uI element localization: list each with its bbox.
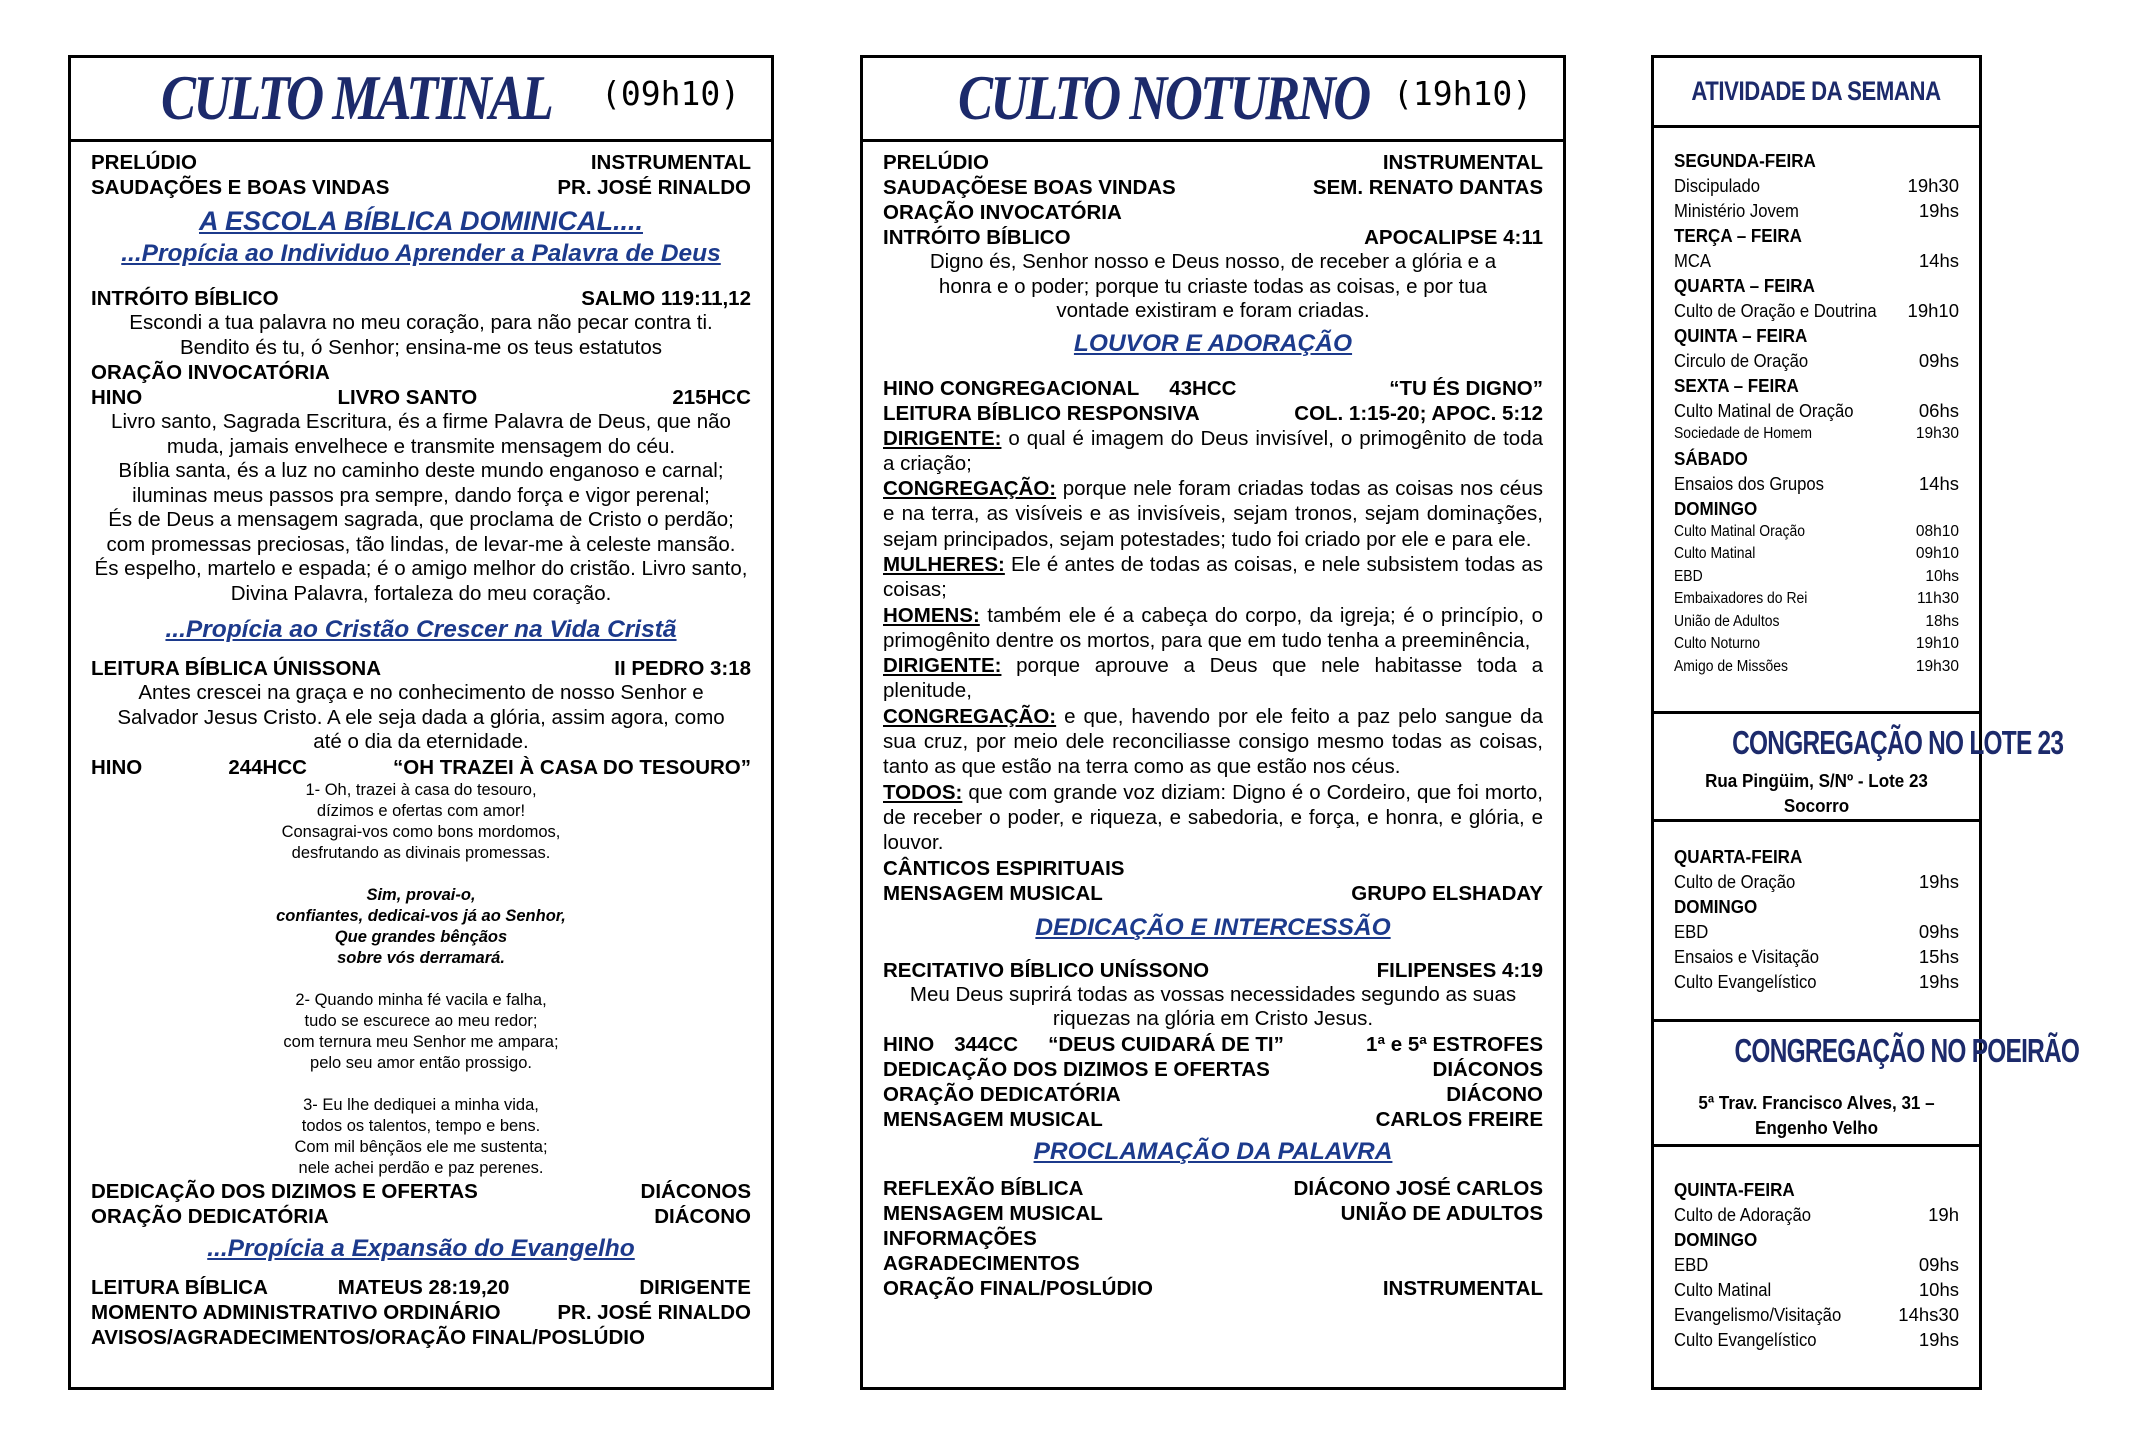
mensagem-label: MENSAGEM MUSICAL [883,1107,1103,1131]
dedicacao-label: DEDICAÇÃO DOS DIZIMOS E OFERTAS [91,1179,478,1203]
activity-name: Ensaios dos Grupos [1674,472,1824,494]
activity-name: Amigo de Missões [1674,657,1788,675]
hino-title: “OH TRAZEI À CASA DO TESOURO” [393,755,751,779]
activity-row [1674,944,1959,969]
activity-row [1674,1252,1959,1277]
preludio-row [883,150,1543,175]
text-line: com ternura meu Senhor me ampara; [283,1032,559,1051]
text-line: vontade existiram e foram criadas. [1056,299,1370,322]
momento-label: MOMENTO ADMINISTRATIVO ORDINÁRIO [91,1300,501,1324]
culto-matinal-header [71,58,771,142]
oracao-ded-value: DIÁCONO [1446,1082,1543,1106]
activity-name: Culto Matinal [1674,1279,1772,1300]
hymn-verse-2 [91,990,751,1074]
text-line: 2- Quando minha fé vacila e falha, [295,990,547,1009]
activity-time: 19h30 [1915,657,1959,675]
mensagem-label: MENSAGEM MUSICAL [883,1201,1103,1225]
text-line: desfrutando as divinais promessas. [291,843,551,862]
mensagem-value: CARLOS FREIRE [1375,1107,1543,1131]
activity-time: 14hs [1918,472,1959,494]
introito-row [91,286,751,311]
atividades-list [1654,128,1979,714]
activity-name: Culto Evangelístico [1674,1329,1817,1350]
speaker-label: MULHERES: [883,552,1005,576]
preludio-label: PRELÚDIO [883,151,989,174]
activity-time: 19h30 [1907,175,1959,196]
text-line: 1- Oh, trazei à casa do tesouro, [305,780,537,799]
responsive-reading [883,426,1543,856]
text-line: Salvador Jesus Cristo. A ele seja dada a glória, assim agora, como [117,705,725,729]
text-line: Escondi a tua palavra no meu coração, para não pecar contra ti. [129,311,713,334]
poeirao-schedule [1654,1147,1979,1352]
responsive-line [883,552,1543,603]
text-line: todos os talentos, tempo e bens. [301,1116,541,1135]
lote23-schedule [1654,822,1979,1022]
text-line: Bíblia santa, és a luz no caminho deste mundo enganoso e carnal; [118,459,724,482]
saudacoes-label: SAUDAÇÕES E BOAS VINDAS [91,176,390,199]
activity-row [1674,969,1959,994]
text-line: até o dia da eternidade. [313,730,529,753]
activity-name: Culto Matinal de Oração [1674,400,1854,421]
culto-noturno-time: (19h10) [1393,74,1533,113]
sub2-title: ...Propícia ao Cristão Crescer na Vida Cristã [165,616,677,643]
activity-time: 09hs [1918,1254,1959,1275]
leitura-label: LEITURA BÍBLICA ÚNISSONA [91,657,382,680]
day-label: DOMINGO [1674,497,1758,519]
day-label: DOMINGO [1674,896,1758,917]
speaker-text: e que, havendo por ele feito a paz pelo sangue da sua cruz, por meio dele reconciliasse consigo mesmo todas as coisas, tanto as que estão na terra como as que estão nos céus. [883,704,1543,779]
reflexao-value: DIÁCONO JOSÉ CARLOS [1293,1176,1543,1200]
hino-label: HINO CONGREGACIONAL [883,376,1140,400]
day-label: QUINTA-FEIRA [1674,1179,1795,1200]
speaker-text: Ele é antes de todas as coisas, e nele subsistem todas as coisas; [883,552,1543,602]
hino1-text [91,410,751,606]
activity-name: Discipulado [1674,175,1761,196]
recitativo-text [883,983,1543,1032]
introito-label: INTRÓITO BÍBLICO [91,287,279,310]
activity-name: EBD [1674,1254,1709,1275]
responsive-line [883,704,1543,780]
introito-text [883,250,1543,324]
activity-name: Sociedade de Homem [1674,425,1813,442]
speaker-label: DIRIGENTE: [883,426,1002,450]
saudacoes-value: SEM. RENATO DANTAS [1312,176,1543,199]
ebd-subtitle: ...Propícia ao Individuo Aprender a Palavra de Deus [121,240,721,267]
leitura-row [883,401,1543,426]
activity-row [1674,248,1959,273]
text-line: Que grandes bênçãos [334,927,508,946]
dedicacao-value: DIÁCONOS [1432,1057,1543,1081]
culto-noturno-header [863,58,1563,142]
poeirao-title: CONGREGAÇÃO NO POEIRÃO [1734,1032,2080,1069]
culto-noturno-panel [860,55,1566,1390]
activity-time: 15hs [1918,946,1959,967]
responsive-line [883,780,1543,856]
activity-row [1674,398,1959,423]
reflexao-label: REFLEXÃO BÍBLICA [883,1176,1084,1200]
culto-matinal-title: CULTO MATINAL [161,62,552,133]
activity-time: 14hs30 [1898,1304,1959,1325]
recitativo-ref: FILIPENSES 4:19 [1376,958,1543,982]
hino-number: 43HCC [1169,376,1237,400]
day-label: SEXTA – FEIRA [1674,375,1799,396]
lote23-address-line: Rua Pingüim, S/Nº - Lote 23 [1705,770,1928,791]
hino-label: HINO [91,386,143,409]
activity-time: 08h10 [1915,522,1959,540]
text-line: Sim, provai-o, [366,885,476,904]
day-label: QUARTA-FEIRA [1674,846,1803,867]
activity-row [1674,869,1959,894]
text-line: Livro santo, Sagrada Escritura, és a firme Palavra de Deus, que não [111,410,731,433]
activity-row [1674,348,1959,373]
leitura-row [91,656,751,681]
poeirao-address-line: Engenho Velho [1755,1117,1878,1138]
speaker-text: que com grande voz diziam: Digno é o Cordeiro, que foi morto, de receber o poder, e riqueza, e sabedoria, e força, e honra, e glória, e louvor. [883,780,1543,855]
mensagem-value: GRUPO ELSHADAY [1351,881,1543,905]
activity-row [1674,198,1959,223]
activity-time: 14hs [1918,250,1959,271]
introito-text [91,311,751,360]
lote23-address-line: Socorro [1783,795,1850,816]
agradecimentos: AGRADECIMENTOS [883,1251,1080,1275]
culto-matinal-panel [68,55,774,1390]
activity-row [1674,1302,1959,1327]
preludio-row [91,150,751,175]
activity-time: 19h30 [1915,425,1959,442]
text-line: Com mil bênçãos ele me sustenta; [294,1137,548,1156]
mensagem1-row [883,881,1543,906]
oracao-ded-label: ORAÇÃO DEDICATÓRIA [91,1204,329,1228]
hymn-verse-3 [91,1095,751,1179]
speaker-label: CONGREGAÇÃO: [883,477,1057,501]
oracao-dedicatoria-row [883,1082,1543,1107]
activity-time: 11h30 [1917,590,1959,607]
momento-row [91,1300,751,1325]
culto-matinal-time: (09h10) [601,74,741,113]
activity-name: Culto Matinal [1674,545,1756,562]
text-line: És de Deus a mensagem sagrada, que proclama de Cristo o perdão; [108,508,734,531]
informacoes: INFORMAÇÕES [883,1226,1037,1250]
mensagem2-row [883,1107,1543,1132]
speaker-label: HOMENS: [883,603,980,627]
responsive-line [883,426,1543,477]
recitativo-row [883,958,1543,983]
oracao-invocatoria: ORAÇÃO INVOCATÓRIA [883,201,1122,224]
hino-number: 244HCC [228,755,307,779]
activity-row [1674,566,1959,589]
activity-name: Culto de Oração [1674,871,1796,892]
speaker-text: também ele é a cabeça do corpo, da igreja; é o princípio, o primogênito dentre os mortos, para que em tudo tenha a preeminência, [883,603,1543,652]
day-label: SEGUNDA-FEIRA [1674,150,1816,171]
dedicacao-value: DIÁCONOS [640,1179,751,1203]
text-line: tudo se escurece ao meu redor; [304,1011,538,1030]
ebd-title: A ESCOLA BÍBLICA DOMINICAL.... [199,206,643,236]
activity-name: Culto de Oração e Doutrina [1674,300,1877,321]
hino-number: 344CC [954,1032,1019,1056]
proclamacao-section: PROCLAMAÇÃO DA PALAVRA [1033,1137,1393,1165]
activity-name: Ensaios e Visitação [1674,946,1820,967]
activity-name: Culto Matinal Oração [1674,522,1806,540]
dedicacao-row [91,1179,751,1204]
activity-row [1674,588,1959,611]
activity-row [1674,656,1959,679]
activity-time: 09hs [1918,350,1959,371]
final-label: ORAÇÃO FINAL/POSLÚDIO [883,1276,1153,1300]
speaker-text: porque aprouve a Deus que nele habitasse toda a plenitude, [883,654,1543,703]
hino1-row [91,385,751,410]
activity-time: 10hs [1925,567,1959,585]
activity-row [1674,298,1959,323]
leitura2-label: LEITURA BÍBLICA [91,1275,268,1299]
activity-time: 19h [1928,1204,1959,1225]
sub3-title: ...Propícia a Expansão do Evangelho [207,1234,635,1262]
activity-row [1674,1277,1959,1302]
hino-estrofes: 1ª e 5ª ESTROFES [1366,1032,1543,1056]
activity-time: 19hs [1918,1329,1959,1350]
day-label: DOMINGO [1674,1229,1758,1250]
atividades-panel [1651,55,2080,1390]
activity-name: Culto de Adoração [1674,1204,1811,1225]
hino-title: “DEUS CUIDARÁ DE TI” [1048,1032,1284,1056]
mensagem-value: UNIÃO DE ADULTOS [1340,1201,1543,1225]
text-line: Consagrai-vos como bons mordomos, [281,822,561,841]
activity-time: 06hs [1918,400,1959,421]
leitura-label: LEITURA BÍBLICO RESPONSIVA [883,401,1200,425]
text-line: riquezas na glória em Cristo Jesus. [1052,1007,1374,1031]
hino2-row [91,755,751,780]
activity-name: EBD [1674,921,1709,942]
preludio-value: INSTRUMENTAL [1382,151,1543,174]
lote23-header [1654,714,2064,822]
text-line: Antes crescei na graça e no conhecimento de nosso Senhor e [138,681,704,704]
atividades-title: ATIVIDADE DA SEMANA [1691,76,1942,106]
mensagem-label: MENSAGEM MUSICAL [883,881,1103,905]
activity-name: Culto Noturno [1674,635,1761,652]
activity-row [1674,543,1959,566]
leitura2-ref: MATEUS 28:19,20 [337,1275,510,1299]
dedicacao-label: DEDICAÇÃO DOS DIZIMOS E OFERTAS [883,1057,1270,1081]
hino-row [883,376,1543,401]
poeirao-address-line: 5ª Trav. Francisco Alves, 31 – [1698,1092,1935,1113]
activity-time: 19hs [1918,200,1959,221]
activity-name: Evangelismo/Visitação [1674,1304,1842,1325]
responsive-line [883,653,1543,704]
text-line: Bendito és tu, ó Senhor; ensina-me os teus estatutos [179,335,663,359]
introito-label: INTRÓITO BÍBLICO [883,226,1071,249]
saudacoes-row [883,175,1543,200]
canticos: CÂNTICOS ESPIRITUAIS [883,856,1125,880]
saudacoes-label: SAUDAÇÕESE BOAS VINDAS [883,176,1176,199]
speaker-label: DIRIGENTE: [883,654,1002,678]
text-line: Digno és, Senhor nosso e Deus nosso, de receber a glória e a [929,250,1497,273]
mensagem3-row [883,1201,1543,1226]
day-label: SÁBADO [1674,447,1748,469]
text-line: muda, jamais envelhece e transmite mensagem do céu. [166,434,676,458]
day-label: TERÇA – FEIRA [1674,225,1802,246]
text-line: 3- Eu lhe dediquei a minha vida, [303,1095,539,1114]
avisos: AVISOS/AGRADECIMENTOS/ORAÇÃO FINAL/POSLÚDIO [91,1325,645,1349]
text-line: És espelho, martelo e espada; é o amigo melhor do cristão. Livro santo, [94,557,748,580]
lote23-title: CONGREGAÇÃO NO LOTE 23 [1732,724,2064,761]
atividades-header [1654,58,1979,128]
hino-number: 215HCC [672,386,751,409]
introito-ref: APOCALIPSE 4:11 [1364,226,1543,249]
leitura-ref: II PEDRO 3:18 [614,657,751,680]
activity-name: MCA [1674,250,1712,271]
introito-ref: SALMO 119:11,12 [581,287,751,310]
activity-row [1674,173,1959,198]
dedicacao-row [883,1057,1543,1082]
preludio-value: INSTRUMENTAL [590,151,751,174]
activity-row [1674,471,1959,496]
hino2-row [883,1032,1543,1057]
leitura-text [91,681,751,755]
louvor-section: LOUVOR E ADORAÇÃO [1073,329,1353,357]
activity-row [1674,1202,1959,1227]
activity-row [1674,633,1959,656]
activity-time: 19h10 [1907,300,1959,321]
introito-row [883,225,1543,250]
activity-time: 09hs [1918,921,1959,942]
activity-row [1674,1327,1959,1352]
activity-name: Culto Evangelístico [1674,971,1817,992]
text-line: pelo seu amor então prossigo. [310,1053,532,1072]
text-line: honra e o poder; porque tu criaste todas as coisas, e por tua [938,274,1488,298]
oracao-dedicatoria-row [91,1204,751,1229]
preludio-label: PRELÚDIO [91,151,197,174]
speaker-text: o qual é imagem do Deus invisível, o primogênito de toda a criação; [883,426,1543,475]
culto-noturno-title: CULTO NOTURNO [958,62,1369,133]
speaker-label: CONGREGAÇÃO: [883,704,1057,728]
activity-name: Embaixadores do Rei [1674,590,1808,607]
oracao-ded-label: ORAÇÃO DEDICATÓRIA [883,1082,1121,1106]
activity-time: 19h10 [1915,635,1959,652]
day-label: QUINTA – FEIRA [1674,325,1808,346]
final-value: INSTRUMENTAL [1382,1276,1543,1300]
dedicacao-section: DEDICAÇÃO E INTERCESSÃO [1035,913,1391,941]
text-line: Divina Palavra, fortaleza do meu coração. [230,581,612,605]
responsive-line [883,476,1543,552]
activity-time: 19hs [1918,971,1959,992]
activity-row [1674,521,1959,544]
hino-title: LIVRO SANTO [337,386,478,409]
reflexao-row [883,1176,1543,1201]
hino-title: “TU ÉS DIGNO” [1389,376,1543,400]
momento-value: PR. JOSÉ RINALDO [557,1300,751,1324]
text-line: sobre vós derramará. [337,948,505,967]
oracao-ded-value: DIÁCONO [654,1204,751,1228]
activity-time: 18hs [1925,612,1959,630]
text-line: confiantes, dedicai-vos já ao Senhor, [276,906,566,925]
hino-label: HINO [883,1032,935,1056]
activity-name: Ministério Jovem [1674,200,1799,221]
responsive-line [883,603,1543,654]
leitura2-who: DIRIGENTE [639,1275,751,1299]
hino-label: HINO [91,755,143,779]
activity-name: Circulo de Oração [1674,350,1809,371]
hymn-verse-1 [91,780,751,864]
text-line: dízimos e ofertas com amor! [316,801,526,820]
leitura-ref: COL. 1:15-20; APOC. 5:12 [1294,401,1543,425]
text-line: iluminas meus passos pra sempre, dando força e vigor perenal; [132,483,710,507]
saudacoes-value: PR. JOSÉ RINALDO [557,176,751,199]
text-line: Meu Deus suprirá todas as vossas necessidades segundo as suas [909,982,1517,1006]
speaker-label: TODOS: [883,780,963,804]
activity-time: 19hs [1918,871,1959,892]
activity-time: 09h10 [1915,545,1959,562]
hymn-refrain [91,885,751,969]
final-row [883,1276,1543,1301]
activity-row [1674,919,1959,944]
activity-time: 10hs [1918,1279,1959,1300]
speaker-text: porque nele foram criadas todas as coisas nos céus e na terra, as visíveis e as invisíveis, sejam tronos, sejam dominações, sejam principados, sejam potestades; tudo foi criado por ele e para ele. [883,477,1543,551]
oracao-invocatoria: ORAÇÃO INVOCATÓRIA [91,361,330,384]
leitura2-row [91,1275,751,1300]
text-line: nele achei perdão e paz perenes. [298,1158,544,1177]
activity-row [1674,423,1959,446]
activity-name: União de Adultos [1674,612,1780,630]
recitativo-label: RECITATIVO BÍBLICO UNÍSSONO [883,958,1210,982]
poeirao-header [1654,1022,2080,1147]
activity-row [1674,611,1959,634]
activity-name: EBD [1674,567,1703,585]
saudacoes-row [91,175,751,200]
day-label: QUARTA – FEIRA [1674,275,1815,296]
text-line: com promessas preciosas, tão lindas, de levar-me à celeste mansão. [106,532,736,556]
